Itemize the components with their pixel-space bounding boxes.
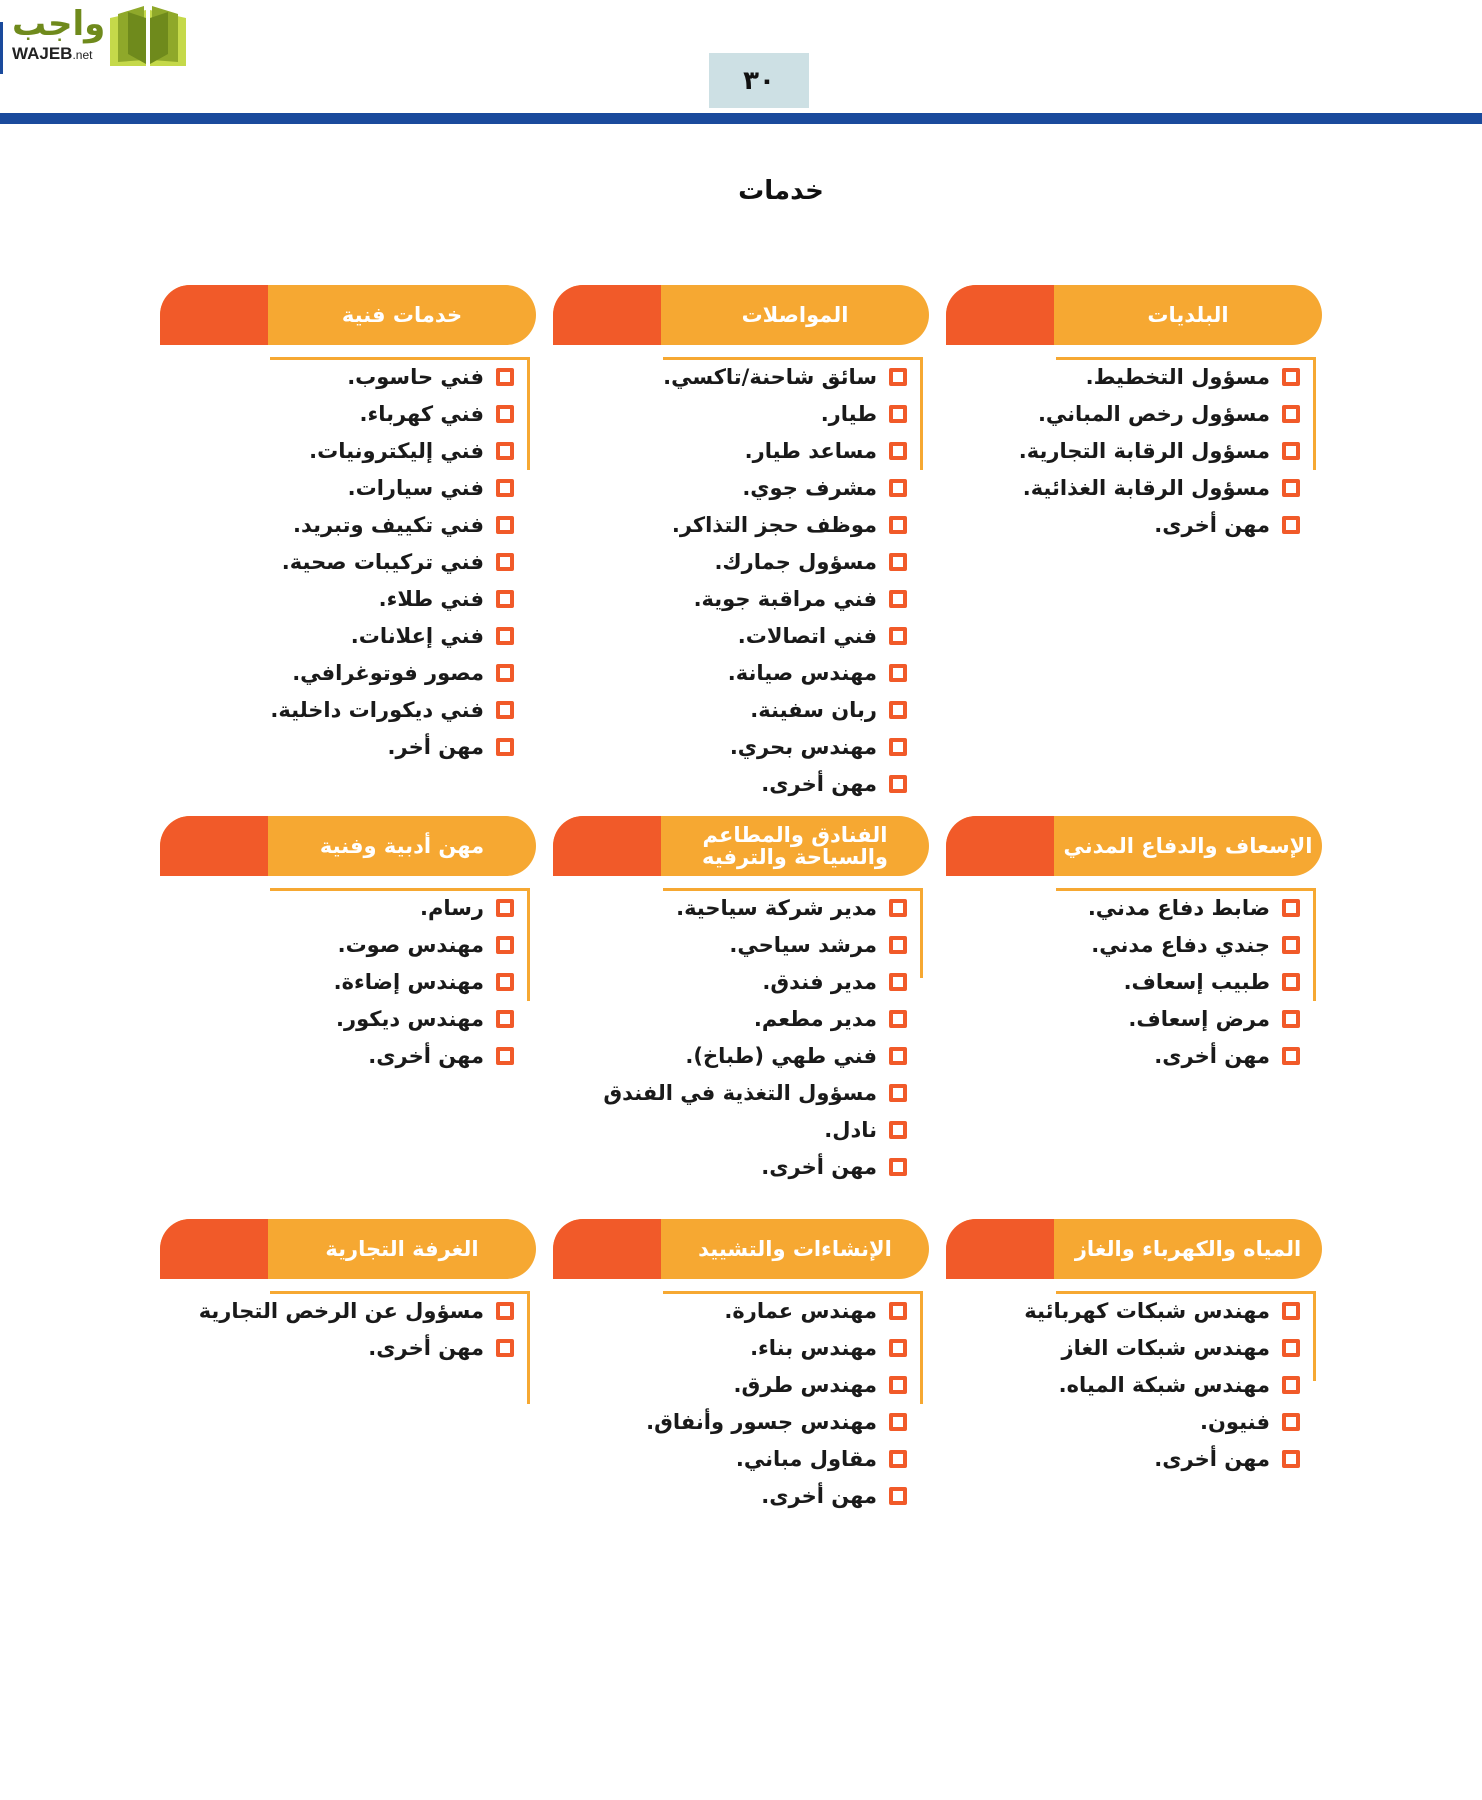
card-title: المواصلات: [741, 303, 849, 327]
item-label: ربان سفينة.: [750, 697, 877, 722]
card-title: البلديات: [1147, 303, 1229, 327]
divider: [270, 888, 530, 891]
list-item: [946, 889, 1322, 926]
career-list: [946, 345, 1322, 543]
square-bullet-icon: [1282, 1302, 1300, 1320]
square-bullet-icon: [889, 368, 907, 386]
item-label: مسؤول عن الرخص التجارية: [198, 1298, 484, 1323]
square-bullet-icon: [496, 936, 514, 954]
item-label: مساعد طيار.: [744, 438, 877, 463]
item-label: مهندس شبكات الغاز: [1061, 1335, 1270, 1360]
card-header: [946, 1219, 1322, 1279]
item-label: مسؤول التغذية في الفندق: [603, 1080, 877, 1105]
square-bullet-icon: [1282, 1376, 1300, 1394]
divider: [1313, 357, 1316, 470]
square-bullet-icon: [496, 1302, 514, 1320]
career-card: [946, 816, 1322, 1074]
list-item: [553, 432, 929, 469]
item-label: مهن أخرى.: [368, 1335, 484, 1360]
list-item: [553, 889, 929, 926]
list-item: [553, 395, 929, 432]
career-list: [946, 1279, 1322, 1477]
item-label: مهندس صيانة.: [727, 660, 877, 685]
square-bullet-icon: [496, 1010, 514, 1028]
page-number: ٣٠: [709, 53, 809, 108]
list-item: [160, 691, 536, 728]
header-rule: [0, 113, 1482, 124]
square-bullet-icon: [496, 701, 514, 719]
list-item: [160, 543, 536, 580]
square-bullet-icon: [889, 899, 907, 917]
square-bullet-icon: [496, 1047, 514, 1065]
item-label: فني إليكترونيات.: [309, 438, 484, 463]
square-bullet-icon: [889, 405, 907, 423]
square-bullet-icon: [889, 1450, 907, 1468]
list-item: [553, 1403, 929, 1440]
square-bullet-icon: [889, 1047, 907, 1065]
item-label: جندي دفاع مدني.: [1091, 932, 1270, 957]
item-label: مدير شركة سياحية.: [676, 895, 877, 920]
square-bullet-icon: [1282, 1010, 1300, 1028]
square-bullet-icon: [496, 664, 514, 682]
card-title: مهن أدبية وفنية: [319, 834, 485, 858]
square-bullet-icon: [1282, 1413, 1300, 1431]
item-label: مدير مطعم.: [753, 1006, 877, 1031]
card-header: [553, 285, 929, 345]
square-bullet-icon: [889, 1487, 907, 1505]
card-header: [946, 816, 1322, 876]
list-item: [946, 395, 1322, 432]
career-card: [946, 285, 1322, 543]
square-bullet-icon: [1282, 1339, 1300, 1357]
item-label: مهن أخرى.: [1154, 1043, 1270, 1068]
list-item: [553, 654, 929, 691]
item-label: مهن أخرى.: [1154, 512, 1270, 537]
square-bullet-icon: [496, 368, 514, 386]
divider: [663, 888, 923, 891]
item-label: فني سيارات.: [347, 475, 484, 500]
list-item: [946, 1366, 1322, 1403]
square-bullet-icon: [496, 516, 514, 534]
square-bullet-icon: [889, 775, 907, 793]
item-label: مهن أخر.: [387, 734, 484, 759]
list-item: [553, 1477, 929, 1514]
card-header: [553, 816, 929, 876]
list-item: [946, 506, 1322, 543]
square-bullet-icon: [1282, 936, 1300, 954]
career-card: [160, 1219, 536, 1366]
list-item: [160, 963, 536, 1000]
square-bullet-icon: [889, 479, 907, 497]
logo-english-text: WAJEB.net: [12, 44, 93, 63]
square-bullet-icon: [889, 664, 907, 682]
square-bullet-icon: [889, 738, 907, 756]
card-header: [160, 1219, 536, 1279]
list-item: [946, 1403, 1322, 1440]
divider: [270, 357, 530, 360]
item-label: مهن أخرى.: [1154, 1446, 1270, 1471]
square-bullet-icon: [889, 516, 907, 534]
square-bullet-icon: [496, 553, 514, 571]
item-label: مسؤول جمارك.: [714, 549, 877, 574]
item-label: مهندس طرق.: [733, 1372, 877, 1397]
list-item: [553, 1148, 929, 1185]
career-card: [946, 1219, 1322, 1477]
list-item: [946, 1000, 1322, 1037]
career-list: [160, 1279, 536, 1366]
divider: [527, 357, 530, 470]
list-item: [160, 358, 536, 395]
square-bullet-icon: [1282, 516, 1300, 534]
list-item: [946, 926, 1322, 963]
divider: [920, 888, 923, 978]
wajeb-logo[interactable]: [0, 4, 190, 68]
item-label: فني طهي (طباخ).: [685, 1043, 877, 1068]
square-bullet-icon: [496, 973, 514, 991]
card-title: الغرفة التجارية: [325, 1237, 479, 1261]
item-label: مهندس جسور وأنفاق.: [646, 1409, 877, 1434]
list-item: [160, 728, 536, 765]
item-label: نادل.: [824, 1117, 877, 1142]
list-item: [160, 889, 536, 926]
list-item: [160, 506, 536, 543]
item-label: مرشد سياحي.: [729, 932, 877, 957]
square-bullet-icon: [889, 1084, 907, 1102]
list-item: [946, 358, 1322, 395]
divider: [920, 1291, 923, 1404]
item-label: مسؤول رخص المباني.: [1037, 401, 1270, 426]
career-list: [553, 876, 929, 1185]
list-item: [553, 617, 929, 654]
item-label: موظف حجز التذاكر.: [671, 512, 877, 537]
list-item: [946, 469, 1322, 506]
item-label: مشرف جوي.: [742, 475, 877, 500]
square-bullet-icon: [889, 973, 907, 991]
square-bullet-icon: [1282, 442, 1300, 460]
square-bullet-icon: [889, 1121, 907, 1139]
career-list: [553, 345, 929, 802]
list-item: [553, 1111, 929, 1148]
square-bullet-icon: [889, 1376, 907, 1394]
career-list: [946, 876, 1322, 1074]
item-label: رسام.: [420, 895, 484, 920]
square-bullet-icon: [889, 1302, 907, 1320]
list-item: [946, 1292, 1322, 1329]
item-label: طيار.: [820, 401, 877, 426]
list-item: [553, 728, 929, 765]
list-item: [553, 1329, 929, 1366]
list-item: [553, 1366, 929, 1403]
item-label: مهن أخرى.: [368, 1043, 484, 1068]
item-label: مدير فندق.: [762, 969, 877, 994]
square-bullet-icon: [889, 936, 907, 954]
square-bullet-icon: [496, 442, 514, 460]
square-bullet-icon: [1282, 368, 1300, 386]
list-item: [946, 1037, 1322, 1074]
item-label: مهن أخرى.: [761, 1154, 877, 1179]
square-bullet-icon: [889, 627, 907, 645]
item-label: فني تركيبات صحية.: [281, 549, 484, 574]
square-bullet-icon: [889, 1158, 907, 1176]
item-label: سائق شاحنة/تاكسي.: [663, 364, 877, 389]
card-title: الإنشاءات والتشييد: [698, 1237, 892, 1261]
item-label: مرض إسعاف.: [1128, 1006, 1270, 1031]
career-card: [553, 816, 929, 1185]
book-icon: [108, 4, 188, 68]
square-bullet-icon: [889, 590, 907, 608]
divider: [920, 357, 923, 470]
square-bullet-icon: [1282, 1450, 1300, 1468]
list-item: [553, 926, 929, 963]
item-label: طبيب إسعاف.: [1123, 969, 1270, 994]
square-bullet-icon: [1282, 479, 1300, 497]
square-bullet-icon: [1282, 973, 1300, 991]
list-item: [160, 1037, 536, 1074]
list-item: [160, 580, 536, 617]
square-bullet-icon: [889, 553, 907, 571]
item-label: مهندس شبكة المياه.: [1058, 1372, 1270, 1397]
list-item: [160, 926, 536, 963]
career-card: [553, 285, 929, 802]
list-item: [553, 1440, 929, 1477]
item-label: مصور فوتوغرافي.: [292, 660, 484, 685]
career-list: [160, 876, 536, 1074]
list-item: [553, 543, 929, 580]
career-list: [160, 345, 536, 765]
square-bullet-icon: [496, 590, 514, 608]
list-item: [553, 691, 929, 728]
square-bullet-icon: [889, 442, 907, 460]
card-title: المياه والكهرباء والغاز: [1074, 1237, 1302, 1261]
divider: [1056, 1291, 1316, 1294]
square-bullet-icon: [496, 1339, 514, 1357]
list-item: [946, 1329, 1322, 1366]
item-label: فني إعلانات.: [350, 623, 484, 648]
item-label: مهندس ديكور.: [336, 1006, 484, 1031]
list-item: [160, 617, 536, 654]
square-bullet-icon: [496, 627, 514, 645]
list-item: [946, 432, 1322, 469]
item-label: مقاول مباني.: [735, 1446, 877, 1471]
list-item: [553, 1037, 929, 1074]
list-item: [553, 765, 929, 802]
logo-bar: [0, 22, 3, 74]
divider: [1313, 888, 1316, 1001]
item-label: مهندس بناء.: [750, 1335, 877, 1360]
item-label: مهندس بحري.: [729, 734, 877, 759]
item-label: ضابط دفاع مدني.: [1087, 895, 1270, 920]
list-item: [160, 1329, 536, 1366]
square-bullet-icon: [889, 1339, 907, 1357]
square-bullet-icon: [1282, 899, 1300, 917]
item-label: مهندس شبكات كهربائية: [1024, 1298, 1270, 1323]
list-item: [160, 1292, 536, 1329]
square-bullet-icon: [889, 1413, 907, 1431]
square-bullet-icon: [889, 701, 907, 719]
list-item: [946, 963, 1322, 1000]
career-card: [160, 816, 536, 1074]
card-header: [553, 1219, 929, 1279]
item-label: فنيون.: [1200, 1409, 1270, 1434]
item-label: مهندس عمارة.: [724, 1298, 877, 1323]
list-item: [946, 1440, 1322, 1477]
item-label: فني ديكورات داخلية.: [270, 697, 484, 722]
career-list: [553, 1279, 929, 1514]
item-label: مهندس إضاءة.: [333, 969, 484, 994]
item-label: مهن أخرى.: [761, 1483, 877, 1508]
list-item: [553, 963, 929, 1000]
list-item: [553, 580, 929, 617]
card-header: [160, 816, 536, 876]
item-label: فني حاسوب.: [347, 364, 484, 389]
item-label: مسؤول التخطيط.: [1085, 364, 1270, 389]
list-item: [160, 395, 536, 432]
list-item: [160, 469, 536, 506]
square-bullet-icon: [496, 405, 514, 423]
divider: [663, 357, 923, 360]
card-title: الإسعاف والدفاع المدني: [1063, 834, 1313, 858]
list-item: [553, 1000, 929, 1037]
career-card: [553, 1219, 929, 1514]
item-label: فني كهرباء.: [359, 401, 484, 426]
item-label: مهن أخرى.: [761, 771, 877, 796]
item-label: مسؤول الرقابة الغذائية.: [1022, 475, 1270, 500]
square-bullet-icon: [889, 1010, 907, 1028]
card-title: الفنادق والمطاعم والسياحة والترفيه: [702, 823, 888, 869]
list-item: [553, 469, 929, 506]
item-label: فني تكييف وتبريد.: [292, 512, 484, 537]
square-bullet-icon: [1282, 1047, 1300, 1065]
list-item: [553, 506, 929, 543]
logo-arabic-text: واجب: [12, 4, 106, 44]
divider: [1056, 888, 1316, 891]
divider: [1313, 1291, 1316, 1381]
list-item: [553, 1074, 929, 1111]
item-label: فني مراقبة جوية.: [693, 586, 877, 611]
square-bullet-icon: [496, 479, 514, 497]
item-label: فني طلاء.: [378, 586, 484, 611]
list-item: [553, 1292, 929, 1329]
list-item: [160, 1000, 536, 1037]
divider: [527, 1291, 530, 1404]
divider: [1056, 357, 1316, 360]
square-bullet-icon: [1282, 405, 1300, 423]
career-card: [160, 285, 536, 765]
card-header: [946, 285, 1322, 345]
square-bullet-icon: [496, 738, 514, 756]
divider: [527, 888, 530, 1001]
list-item: [553, 358, 929, 395]
item-label: فني اتصالات.: [737, 623, 877, 648]
item-label: مهندس صوت.: [337, 932, 484, 957]
square-bullet-icon: [496, 899, 514, 917]
divider: [663, 1291, 923, 1294]
list-item: [160, 654, 536, 691]
item-label: مسؤول الرقابة التجارية.: [1018, 438, 1270, 463]
card-header: [160, 285, 536, 345]
divider: [270, 1291, 530, 1294]
list-item: [160, 432, 536, 469]
card-title: خدمات فنية: [341, 303, 463, 327]
page-title: خدمات: [738, 176, 824, 206]
